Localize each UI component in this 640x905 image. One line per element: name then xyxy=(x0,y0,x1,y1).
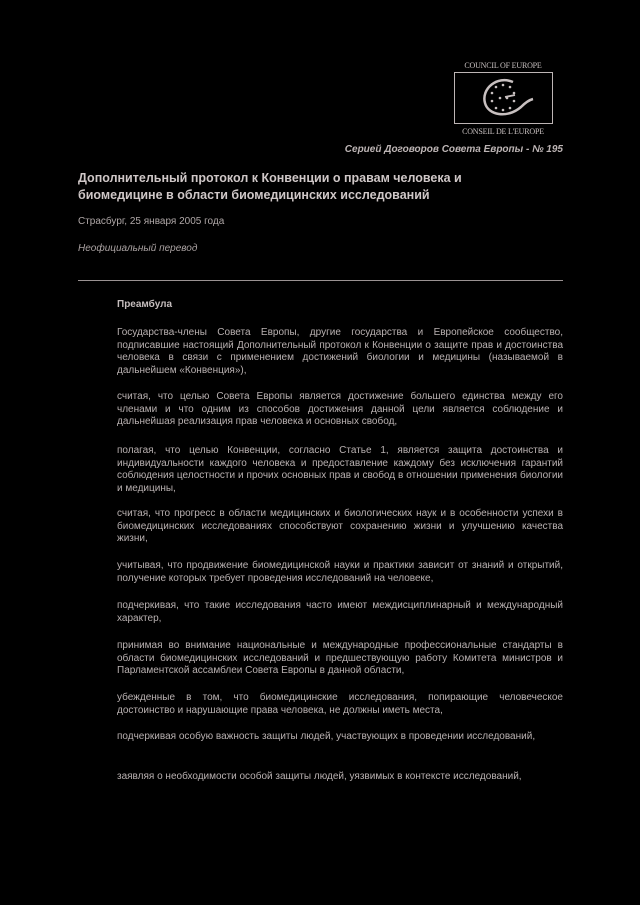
council-of-europe-logo xyxy=(454,72,553,124)
preamble-paragraph: убежденные в том, что биомедицинские исследования, попирающие человеческое достоинство и нарушающие права человека, не должны иметь места, xyxy=(117,692,563,716)
preamble-paragraph: полагая, что целью Конвенции, согласно Статье 1, является защита достоинства и индивидуальности каждого человека и предоставление каждому без исключения гарантий соблюдения целостности и прочих основных прав и свобод в отношении применения биологии и медицины, xyxy=(117,445,563,494)
preamble-paragraph: принимая во внимание национальные и международные профессиональные стандарты в области биомедицинских исследований и предшествующую работу Комитета министров и Парламентской ассамблеи Совета Европы в данной области, xyxy=(117,640,563,677)
preamble-paragraph: считая, что целью Совета Европы является достижение большего единства между его членами и что одним из способов достижения данной цели является соблюдение и дальнейшая реализация прав человека и основных свобод, xyxy=(117,391,563,428)
preamble-paragraph: подчеркивая, что такие исследования часто имеют междисциплинарный и международный характер, xyxy=(117,600,563,624)
preamble-paragraph: считая, что прогресс в области медицинских и биологических наук и в особенности успехи в биомедицинских исследованиях способствуют сохранению жизни и улучшению качества жизни, xyxy=(117,508,563,545)
document-title: Дополнительный протокол к Конвенции о правам человека и биомедицине в области биомедицинских исследований xyxy=(78,171,462,202)
logo-council-of-europe-text: COUNCIL OF EUROPE xyxy=(464,61,542,70)
preamble-paragraph: учитывая, что продвижение биомедицинской науки и практики зависит от знаний и открытий, получение которых требует проведения исследований на человеке, xyxy=(117,560,563,584)
place-and-date: Страсбург, 25 января 2005 года xyxy=(78,216,225,227)
unofficial-translation-note: Неофициальный перевод xyxy=(78,243,198,254)
header-divider xyxy=(78,280,563,281)
preamble-paragraph: заявляя о необходимости особой защиты людей, уязвимых в контексте исследований, xyxy=(117,771,522,782)
preamble-paragraph: Государства-члены Совета Европы, другие государства и Европейское сообщество, подписавшие настоящий Дополнительный протокол к Конвенции о защите прав и достоинства человека в связи с применением достижений биологии и медицины (называемой в дальнейшем «Конвенция»), xyxy=(117,327,563,376)
preamble-heading: Преамбула xyxy=(117,299,173,310)
logo-emblem-icon xyxy=(455,73,552,123)
logo-conseil-de-leurope-text: CONSEIL DE L'EUROPE xyxy=(462,127,544,136)
treaty-series-label: Серией Договоров Совета Европы - № 195 xyxy=(344,144,563,155)
preamble-paragraph: подчеркивая особую важность защиты людей, участвующих в проведении исследований, xyxy=(117,731,536,742)
